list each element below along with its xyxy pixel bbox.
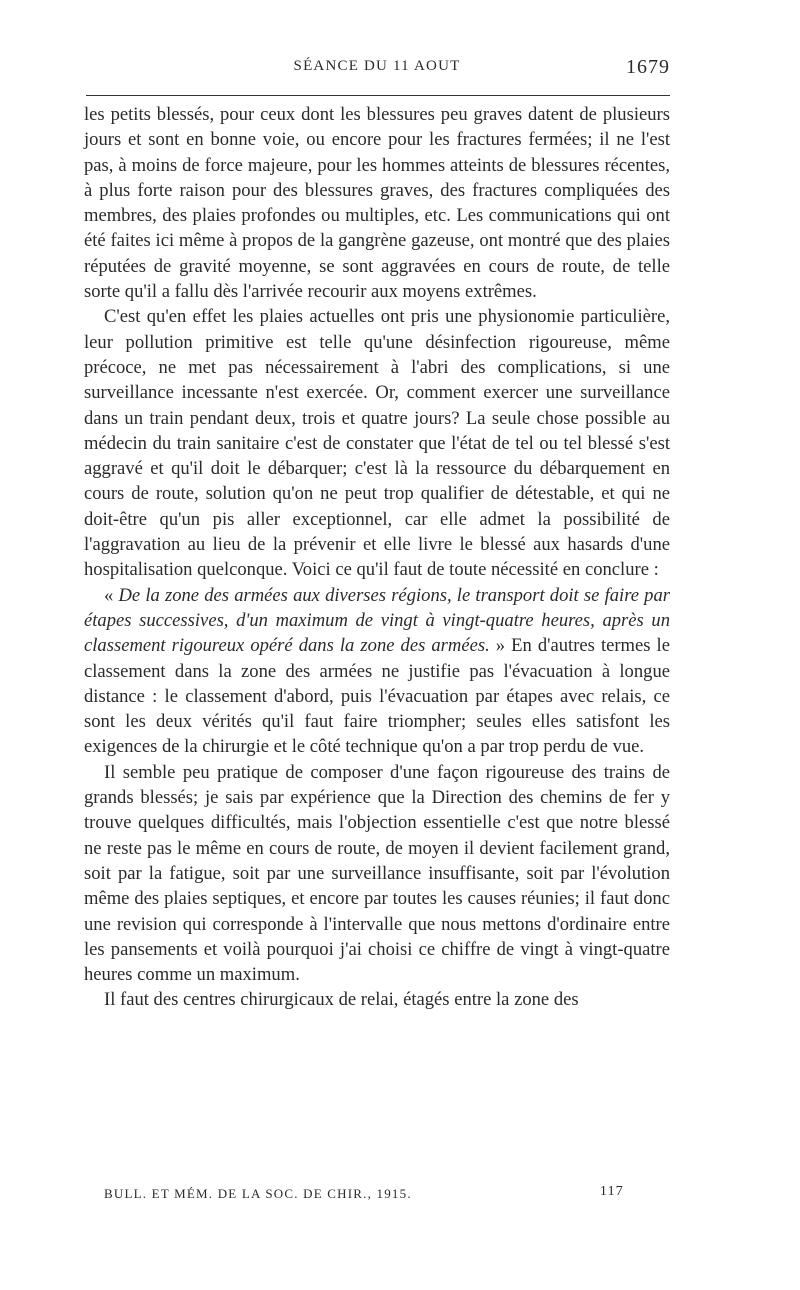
quote-open-mark: « xyxy=(104,584,119,606)
running-title: SÉANCE DU 11 AOUT xyxy=(293,58,461,74)
paragraph-2 xyxy=(84,304,670,582)
signature-mark: 117 xyxy=(599,1184,624,1199)
paragraph-3 xyxy=(84,583,670,760)
paragraph-5 xyxy=(84,987,670,1012)
paragraph-1 xyxy=(84,102,670,304)
italic-quote: De la zone des armées aux diverses régions, le transport doit se faire par étapes successives, d'un maximum de vingt à vingt-quatre heures, après un classement rigoureux opéré dans la zone des armées. xyxy=(84,584,670,657)
paragraph-4-text: Il semble peu pratique de composer d'une façon rigoureuse des trains de grands blessés; je sais par expérience que la Direction des chemins de fer y trouve quelques difficultés, mais l'objection essentielle c'est que notre blessé ne reste pas le même en cours de route, de moyen il devient facilement grand, soit par la fatigue, soit par une surveillance insuffisante, soit par l'évolution même des plaies septiques, et encore par toutes les causes réunies; il faut donc une revision qui corresponde à l'intervalle que nous mettons d'ordinaire entre les pansements et voilà pourquoi j'ai choisi ce chiffre de vingt à vingt-quatre heures comme un maximum. xyxy=(84,761,670,986)
page-header xyxy=(84,58,670,88)
header-rule xyxy=(86,95,670,96)
paragraph-1-text: les petits blessés, pour ceux dont les blessures peu graves datent de plusieurs jours et sont en bonne voie, ou encore pour les fractures fermées; il ne l'est pas, à moins de force majeure, pour les hommes atteints de blessures récentes, à plus forte raison pour des blessures graves, des fractures compliquées des membres, des plaies profondes ou multiples, etc. Les communications qui ont été faites ici même à propos de la gangrène gazeuse, ont montré que des plaies réputées de gravité moyenne, se sont aggravées en cours de route, de telle sorte qu'il a fallu dès l'arrivée recourir aux moyens extrêmes. xyxy=(84,104,670,303)
journal-citation: BULL. ET MÉM. DE LA SOC. DE CHIR., 1915. xyxy=(104,1186,412,1201)
quote-close-mark: » xyxy=(489,635,506,657)
paragraph-4 xyxy=(84,760,670,988)
paragraph-5-text: Il faut des centres chirurgicaux de relai, étagés entre la zone des xyxy=(104,989,579,1011)
paragraph-3-text: En d'autres termes le classement dans la zone des armées ne justifie pas l'évacuation à longue distance : le classement d'abord, puis l'évacuation par étapes avec relais, ce sont les deux vérités qu'il faut faire triompher; seules elles satisfont les exigences de la chirurgie et le côté technique qu'on a par trop perdu de vue. xyxy=(84,635,670,758)
paragraph-2-text: C'est qu'en effet les plaies actuelles ont pris une physionomie particulière, leur pollution primitive est telle qu'une désinfection rigoureuse, même précoce, ne met pas nécessairement à l'abri des complications, si une surveillance incessante n'est exercée. Or, comment exercer une surveillance dans un train pendant deux, trois et quatre jours? La seule chose possible au médecin du train sanitaire c'est de constater que l'état de tel ou tel blessé s'est aggravé et qu'il doit le débarquer; c'est là la ressource du débarquement en cours de route, solution qu'on ne peut trop qualifier de détestable, et qui ne doit-être qu'un pis aller exceptionnel, car elle admet la possibilité de l'aggravation au lieu de la prévenir et elle livre le blessé aux hasards d'une hospitalisation quelconque. Voici ce qu'il faut de toute nécessité en conclure : xyxy=(84,306,670,581)
body-text xyxy=(84,102,670,1013)
page-number: 1679 xyxy=(626,56,670,78)
